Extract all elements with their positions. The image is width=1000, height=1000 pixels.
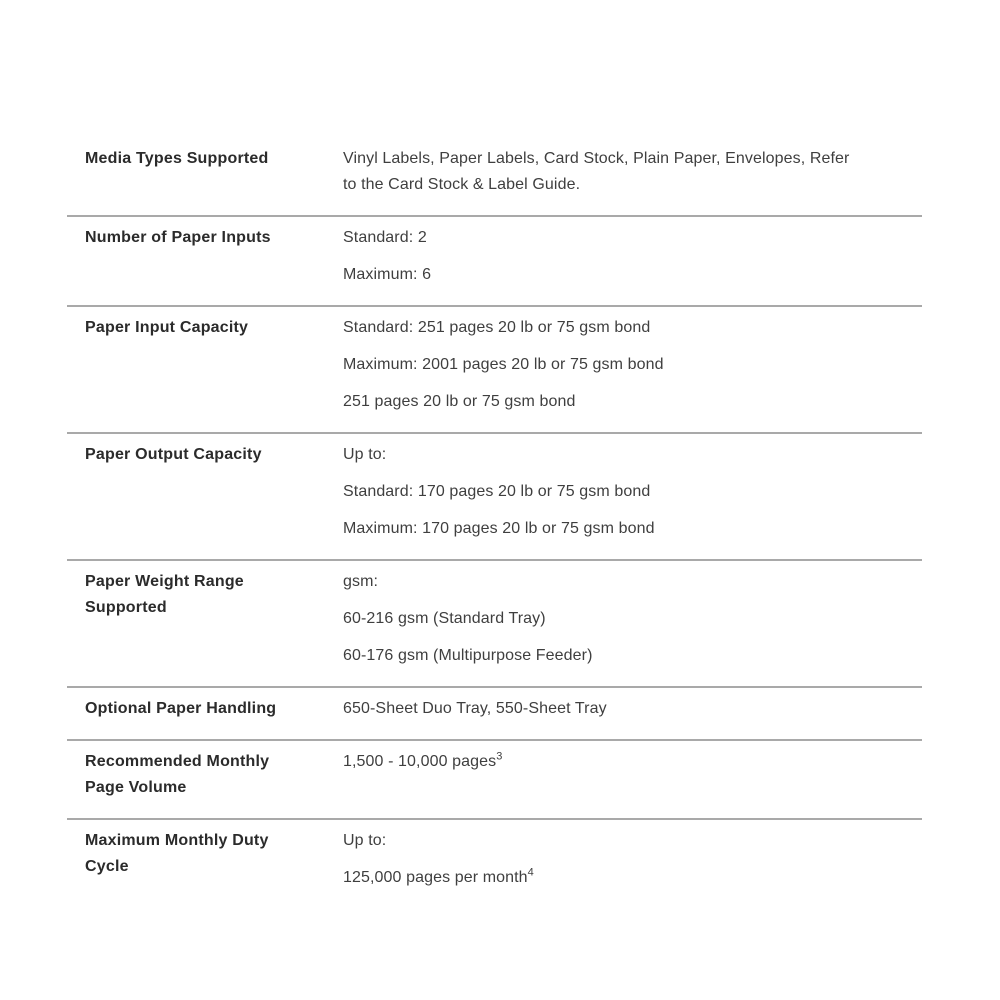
spec-table: [67, 138, 922, 908]
spec-table-row: [67, 688, 922, 741]
footnote-superscript: 3: [496, 750, 503, 763]
spec-row-label: Recommended Monthly Page Volume: [85, 753, 270, 796]
spec-value-line: Up to:: [343, 832, 387, 849]
spec-row-value: [343, 696, 922, 722]
spec-value-line: Standard: 170 pages 20 lb or 75 gsm bond: [343, 483, 651, 500]
spec-value-line: 1,500 - 10,000 pages$^3$: [343, 750, 503, 770]
spec-table-row: [67, 741, 922, 820]
spec-value-line: 60-216 gsm (Standard Tray): [343, 610, 546, 627]
spec-row-label: Number of Paper Inputs: [85, 229, 271, 246]
spec-row-value: [343, 146, 922, 198]
spec-row-value: [343, 569, 922, 669]
spec-value-line: 650-Sheet Duo Tray, 550-Sheet Tray: [343, 700, 607, 717]
spec-value-line: gsm:: [343, 573, 379, 590]
spec-row-value: [343, 828, 922, 891]
spec-row-label: Paper Weight Range Supported: [85, 573, 244, 616]
spec-row-label: Paper Input Capacity: [85, 319, 249, 336]
spec-table-row: [67, 434, 922, 561]
spec-value-line: Maximum: 2001 pages 20 lb or 75 gsm bond: [343, 356, 664, 373]
spec-row-label: Maximum Monthly Duty Cycle: [85, 832, 269, 875]
spec-value-line: Maximum: 170 pages 20 lb or 75 gsm bond: [343, 520, 655, 537]
spec-row-value: [343, 749, 922, 775]
spec-value-line: 125,000 pages per month$^4$: [343, 866, 534, 886]
spec-row-value: [343, 315, 922, 415]
spec-value-line: Up to:: [343, 446, 387, 463]
spec-row-label: Paper Output Capacity: [85, 446, 262, 463]
spec-row-label: Optional Paper Handling: [85, 700, 277, 717]
spec-value-line: 251 pages 20 lb or 75 gsm bond: [343, 393, 576, 410]
spec-table-row: [67, 307, 922, 434]
spec-row-label: Media Types Supported: [85, 150, 269, 167]
spec-table-row: [67, 820, 922, 908]
spec-table-row: [67, 561, 922, 688]
spec-table-row: [67, 138, 922, 217]
spec-row-value: [343, 225, 922, 288]
spec-value-line: 60-176 gsm (Multipurpose Feeder): [343, 647, 593, 664]
spec-value-line: Maximum: 6: [343, 266, 432, 283]
spec-row-value: [343, 442, 922, 542]
spec-value-line: Standard: 251 pages 20 lb or 75 gsm bond: [343, 319, 651, 336]
spec-value-line: Standard: 2: [343, 229, 427, 246]
footnote-superscript: 4: [527, 866, 534, 879]
spec-table-row: [67, 217, 922, 307]
spec-value-line: Vinyl Labels, Paper Labels, Card Stock, Plain Paper, Envelopes, Refer to the Card Stock & Label Guide.: [343, 150, 850, 193]
